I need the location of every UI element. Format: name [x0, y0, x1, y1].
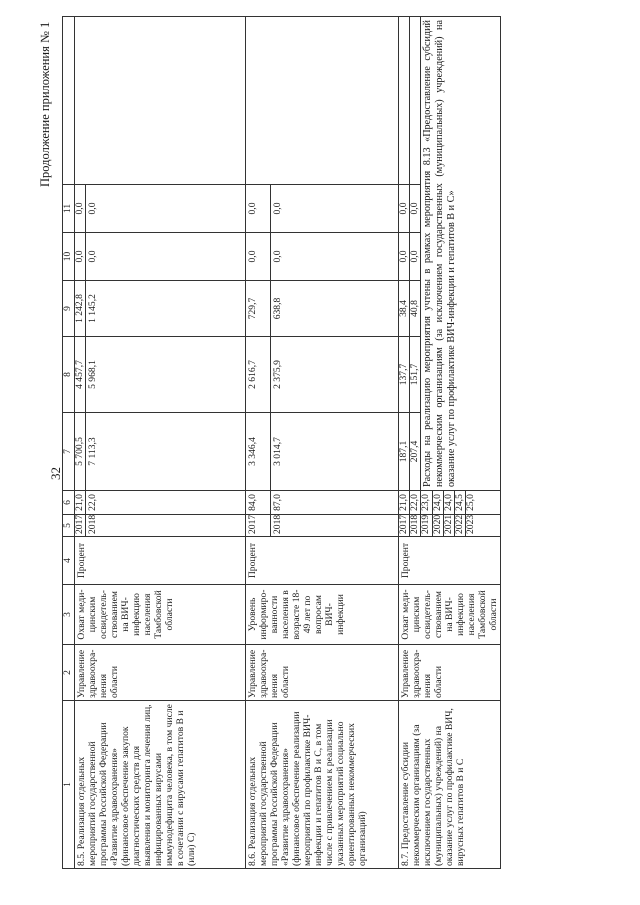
col-header-3: 3 — [63, 585, 75, 645]
row-target: 22,0 — [86, 491, 246, 515]
empty-cell — [399, 17, 410, 185]
col-header-8: 8 — [63, 337, 75, 413]
row-target: 24,0 — [444, 491, 455, 515]
col-header-10: 10 — [63, 233, 75, 281]
row-target: 24,5 — [455, 491, 466, 515]
empty-cell — [246, 17, 399, 185]
cell-value: 38,4 — [399, 281, 410, 337]
row-year: 2017 — [75, 515, 86, 537]
data-table — [62, 16, 501, 869]
row-year: 2018 — [410, 515, 421, 537]
row-unit: Процент — [246, 537, 399, 585]
row-target: 84,0 — [246, 491, 271, 515]
row-year: 2018 — [271, 515, 399, 537]
cell-value: 187,1 — [399, 413, 410, 491]
cell-value: 0,0 — [271, 233, 399, 281]
col-header-9: 9 — [63, 281, 75, 337]
row-executor: Управление здравоохра-нения области — [399, 645, 501, 701]
cell-value: 40,8 — [410, 281, 421, 337]
continuation-title: Продолжение приложения № 1 — [38, 21, 52, 187]
col-header-6: 6 — [63, 491, 75, 515]
table-row — [75, 17, 86, 869]
cell-value: 3 346,4 — [246, 413, 271, 491]
row-executor: Управление здравоохра-нения области — [246, 645, 399, 701]
row-target: 23,0 — [421, 491, 433, 515]
row-executor: Управление здравоохра-нения области — [75, 645, 246, 701]
col-header-1: 1 — [63, 701, 75, 869]
cell-value: 638,8 — [271, 281, 399, 337]
row-description: 8.5. Реализация отдельных мероприятий государственной программы Российской Федерации «Развитие здравоохранения» (финансовое обеспечение закупок диагностических средств для выявления и мониторинга лечения лиц, инфицированных вирусами иммунодефицита человека, в том числе в сочетании с вирусами гепатитов В и (или) С) — [75, 701, 246, 869]
cell-value: 0,0 — [75, 233, 86, 281]
col-header-5: 5 — [63, 515, 75, 537]
cell-value: 0,0 — [86, 233, 246, 281]
table-row — [399, 17, 410, 869]
cell-value: 0,0 — [410, 233, 421, 281]
cell-value: 0,0 — [86, 185, 246, 233]
row-year: 2021 — [444, 515, 455, 537]
row-year: 2017 — [246, 515, 271, 537]
cell-value: 7 113,3 — [86, 413, 246, 491]
cell-value: 137,7 — [399, 337, 410, 413]
cell-value: 2 375,9 — [271, 337, 399, 413]
cell-value: 0,0 — [399, 185, 410, 233]
empty-cell — [410, 17, 421, 185]
column-number-row — [63, 17, 75, 869]
cell-value: 0,0 — [410, 185, 421, 233]
row-year: 2020 — [433, 515, 444, 537]
cell-value: 1 145,2 — [86, 281, 246, 337]
col-header-4: 4 — [63, 537, 75, 585]
expenses-note: Расходы на реализацию мероприятия учтены в рамках мероприятия 8.13 «Предоставление субсидий некоммерческим организациям (за исключением государственных (муниципальных) учреждений) на оказание услуг по профилактике ВИЧ-инфекции и гепатитов В и С» — [421, 17, 501, 491]
cell-value: 0,0 — [271, 185, 399, 233]
row-year: 2018 — [86, 515, 246, 537]
empty-cell — [75, 17, 246, 185]
cell-value: 4 457,7 — [75, 337, 86, 413]
row-unit: Процент — [75, 537, 246, 585]
row-target: 21,0 — [399, 491, 410, 515]
cell-value: 1 242,8 — [75, 281, 86, 337]
row-year: 2019 — [421, 515, 433, 537]
row-indicator: Охват меди-цинским освидетель-ствованием на ВИЧ-инфекцию населения Тамбовской области — [399, 585, 501, 645]
row-target: 87,0 — [271, 491, 399, 515]
row-description: 8.6. Реализация отдельных мероприятий государственной программы Российской Федерации «Развитие здравоохранения» (финансовое обеспечение реализации мероприятий по профилактике ВИЧ-инфекции и гепатитов В и С, в том числе с привлечением к реализации указанных мероприятий социально ориентированных некоммерческих организаций) — [246, 701, 399, 869]
cell-value: 0,0 — [399, 233, 410, 281]
col-header-2: 2 — [63, 645, 75, 701]
cell-value: 5 700,5 — [75, 413, 86, 491]
row-description: 8.7. Предоставление субсидии некоммерческим организациям (за исключением государственных (муниципальных) учреждений) на оказание услуг по профилактике ВИЧ, вирусных гепатитов В и С — [399, 701, 501, 869]
row-target: 24,0 — [433, 491, 444, 515]
cell-value: 0,0 — [246, 233, 271, 281]
col-header-7: 7 — [63, 413, 75, 491]
cell-value: 729,7 — [246, 281, 271, 337]
cell-value: 5 968,1 — [86, 337, 246, 413]
row-target: 21,0 — [75, 491, 86, 515]
row-year: 2017 — [399, 515, 410, 537]
cell-value: 2 616,7 — [246, 337, 271, 413]
row-target: 25,0 — [466, 491, 501, 515]
col-header-blank — [63, 17, 75, 185]
row-year: 2022 — [455, 515, 466, 537]
cell-value: 151,7 — [410, 337, 421, 413]
col-header-11: 11 — [63, 185, 75, 233]
row-target: 22,0 — [410, 491, 421, 515]
cell-value: 0,0 — [246, 185, 271, 233]
cell-value: 3 014,7 — [271, 413, 399, 491]
row-indicator: Уровень информиро-ванности населения в возрасте 18-49 лет по вопросам ВИЧ-инфекции — [246, 585, 399, 645]
page-number: 32 — [48, 467, 63, 480]
row-year: 2023 — [466, 515, 501, 537]
row-indicator: Охват меди-цинским освидетель-ствованием на ВИЧ-инфекцию населения Тамбовской области — [75, 585, 246, 645]
cell-value: 207,4 — [410, 413, 421, 491]
table-row — [246, 17, 271, 869]
row-unit: Процент — [399, 537, 501, 585]
cell-value: 0,0 — [75, 185, 86, 233]
